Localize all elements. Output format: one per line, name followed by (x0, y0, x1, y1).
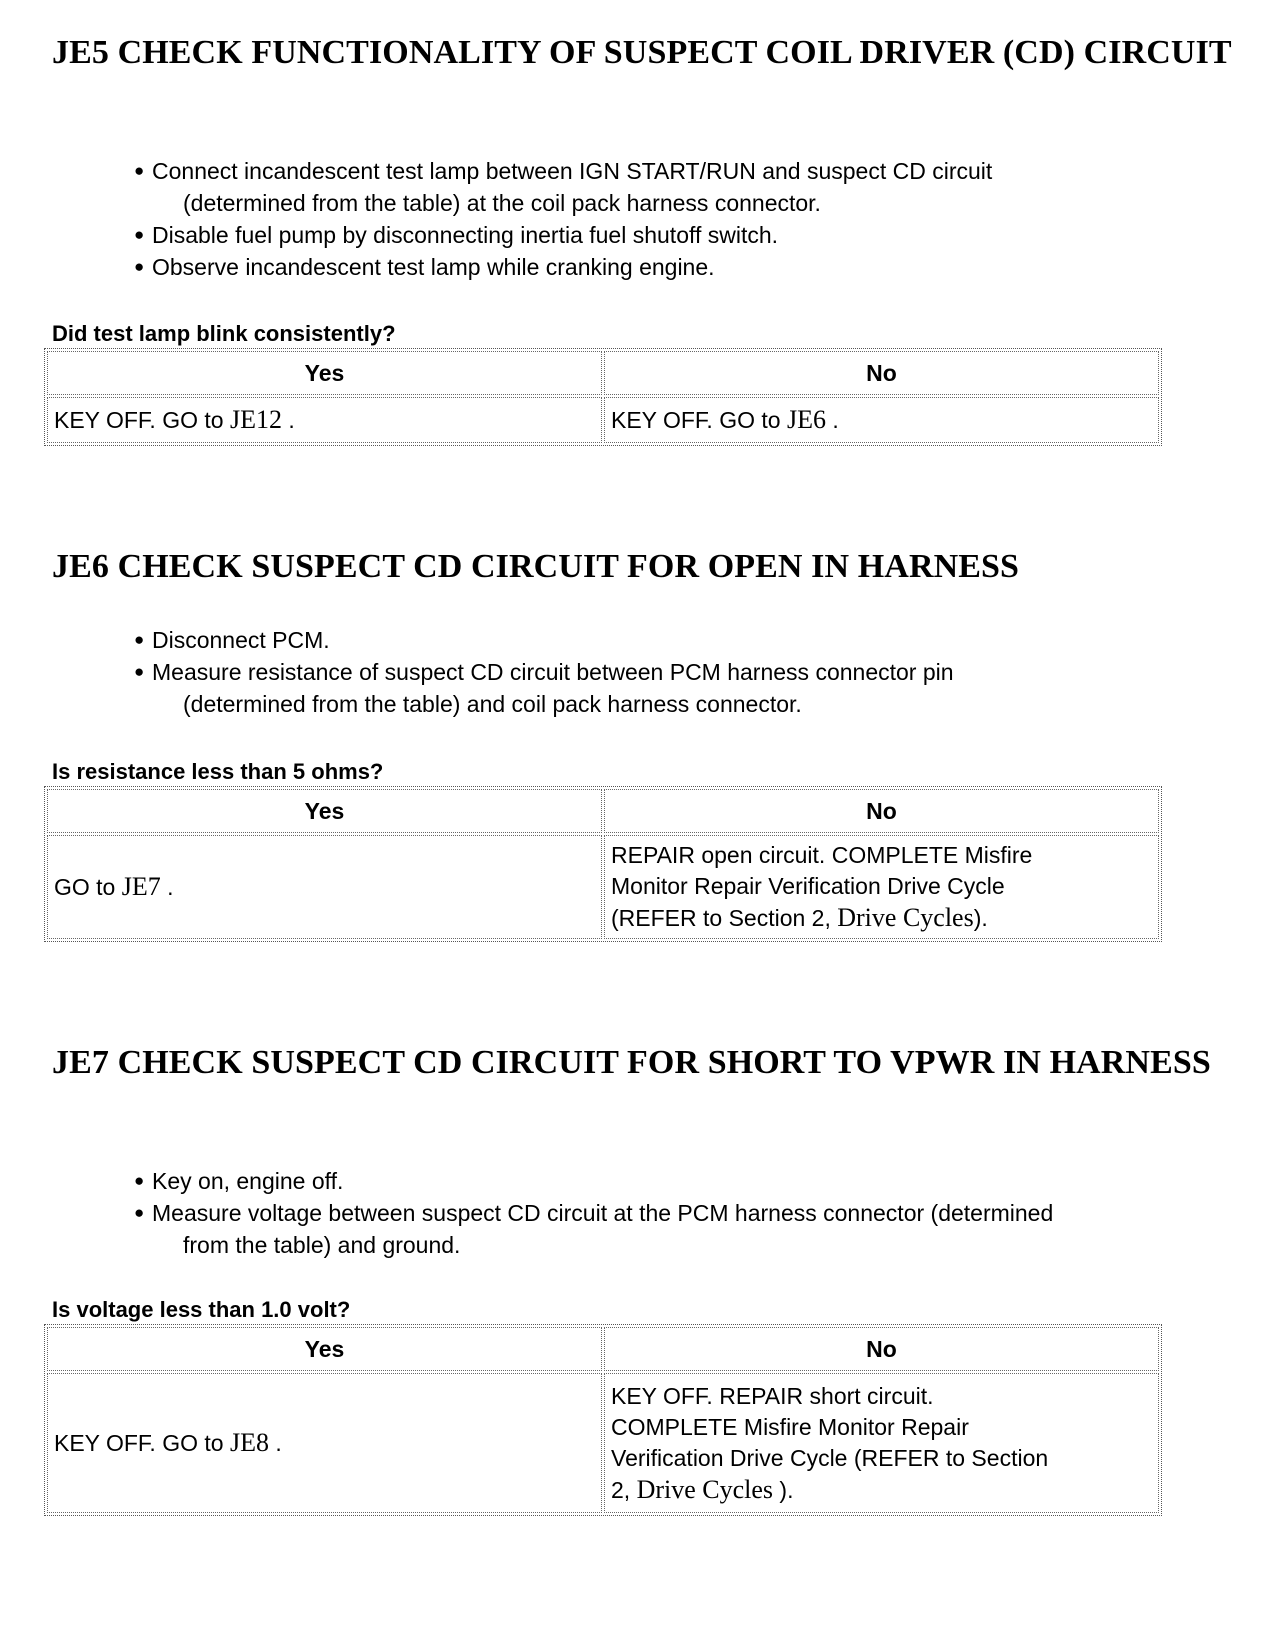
step-text: Measure voltage between suspect CD circuit at the PCM harness connector (determined (152, 1200, 1054, 1226)
yes-suffix: . (160, 874, 174, 900)
no-suffix: . (825, 407, 839, 433)
list-item (132, 624, 1262, 656)
bullet-icon: ● (134, 630, 145, 649)
bullet-icon: ● (134, 1203, 145, 1222)
step-text: Disable fuel pump by disconnecting inertia fuel shutoff switch. (152, 222, 779, 248)
list-item (132, 155, 1262, 219)
yes-suffix: . (268, 1430, 282, 1456)
step-text: Key on, engine off. (152, 1168, 344, 1194)
no-cell (604, 397, 1159, 443)
answer-table-je7 (44, 1324, 1162, 1516)
yes-link[interactable]: JE8 (229, 1428, 269, 1457)
no-header: No (604, 351, 1159, 395)
yes-cell (47, 397, 602, 443)
yes-text: KEY OFF. GO to (54, 1430, 230, 1456)
section-title-je5: JE5 CHECK FUNCTIONALITY OF SUSPECT COIL DRIVER (CD) CIRCUIT (52, 34, 1232, 71)
step-continuation: (determined from the table) at the coil pack harness connector. (183, 190, 821, 216)
no-text: KEY OFF. GO to (611, 407, 787, 433)
step-text: Disconnect PCM. (152, 627, 330, 653)
bullet-icon: ● (134, 225, 145, 244)
list-item (132, 251, 1262, 283)
yes-link[interactable]: JE7 (121, 872, 161, 901)
drive-cycles-link[interactable]: Drive Cycles (837, 903, 974, 932)
no-header: No (604, 1327, 1159, 1371)
list-item (132, 1197, 1262, 1261)
section-title-je7: JE7 CHECK SUSPECT CD CIRCUIT FOR SHORT TO VPWR IN HARNESS (52, 1044, 1211, 1081)
no-line-text: 2, (611, 1476, 637, 1503)
yes-header: Yes (47, 1327, 602, 1371)
question-je6: Is resistance less than 5 ohms? (52, 759, 384, 784)
question-je5: Did test lamp blink consistently? (52, 321, 396, 346)
no-line: Monitor Repair Verification Drive Cycle (611, 873, 1005, 899)
bullet-icon: ● (134, 662, 145, 681)
yes-cell (47, 835, 602, 939)
answer-table-je5 (44, 348, 1162, 446)
no-line: COMPLETE Misfire Monitor Repair (611, 1413, 969, 1440)
bullet-icon: ● (134, 1171, 145, 1190)
section-title-je6: JE6 CHECK SUSPECT CD CIRCUIT FOR OPEN IN HARNESS (52, 548, 1020, 585)
yes-header: Yes (47, 789, 602, 833)
drive-cycles-link[interactable]: Drive Cycles (636, 1474, 774, 1504)
list-item (132, 219, 1262, 251)
yes-header: Yes (47, 351, 602, 395)
step-text: Connect incandescent test lamp between IGN START/RUN and suspect CD circuit (152, 158, 993, 184)
step-text: Measure resistance of suspect CD circuit between PCM harness connector pin (152, 659, 954, 685)
no-line-text: (REFER to Section 2, (611, 905, 838, 931)
no-line: KEY OFF. REPAIR short circuit. (611, 1382, 934, 1409)
step-text: Observe incandescent test lamp while cranking engine. (152, 254, 715, 280)
no-line: REPAIR open circuit. COMPLETE Misfire (611, 842, 1033, 868)
no-line (611, 902, 1152, 934)
yes-suffix: . (281, 407, 295, 433)
no-cell (604, 835, 1159, 939)
no-line: Verification Drive Cycle (REFER to Section (611, 1444, 1049, 1471)
no-line-suffix: ). (773, 1476, 794, 1503)
bullet-icon: ● (134, 257, 145, 276)
no-line (611, 1474, 1152, 1506)
bullet-icon: ● (134, 161, 145, 180)
list-item (132, 1165, 1262, 1197)
no-line-suffix: ). (973, 905, 988, 931)
yes-text: KEY OFF. GO to (54, 407, 230, 433)
yes-text: GO to (54, 874, 122, 900)
answer-table-je6 (44, 786, 1162, 942)
step-list-je5 (132, 155, 1262, 283)
no-link[interactable]: JE6 (786, 405, 826, 434)
step-continuation: from the table) and ground. (183, 1232, 461, 1258)
no-header: No (604, 789, 1159, 833)
question-je7: Is voltage less than 1.0 volt? (52, 1297, 351, 1322)
step-continuation: (determined from the table) and coil pack harness connector. (183, 691, 802, 717)
yes-cell (47, 1373, 602, 1513)
no-cell (604, 1373, 1159, 1513)
step-list-je7 (132, 1165, 1262, 1261)
list-item (132, 656, 1262, 720)
yes-link[interactable]: JE12 (229, 405, 282, 434)
step-list-je6 (132, 624, 1262, 720)
